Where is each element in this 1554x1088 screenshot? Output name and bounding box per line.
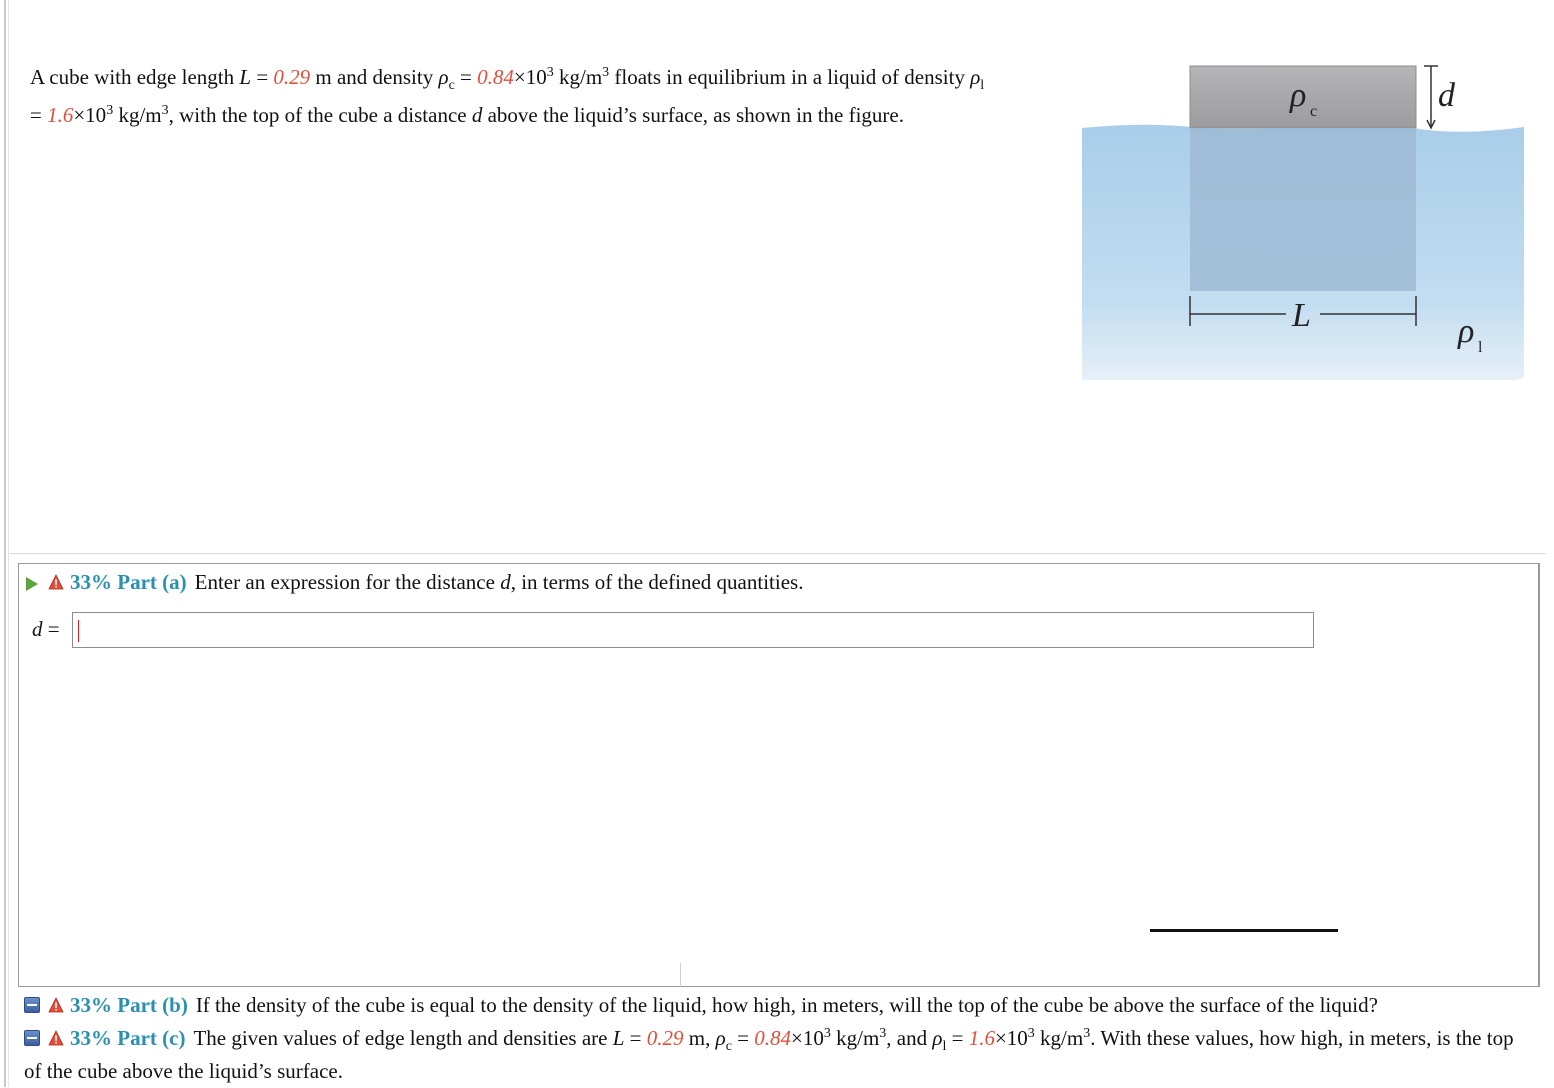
equals: = <box>624 1026 647 1050</box>
exponent: 3 <box>879 1026 887 1041</box>
sub-c: c <box>725 1039 732 1055</box>
answer-equals: = <box>42 617 60 641</box>
problem-text: kg/m <box>553 65 603 89</box>
problem-text: A cube with edge length <box>30 65 240 89</box>
exponent: 3 <box>106 103 114 118</box>
equals: = <box>731 1026 755 1050</box>
part-b-label[interactable]: Part (b) <box>117 993 188 1017</box>
part-c-text: ×10 <box>994 1026 1028 1050</box>
part-c-label[interactable]: Part (c) <box>117 1026 186 1050</box>
part-c-text: kg/m <box>830 1026 880 1050</box>
answer-input[interactable] <box>72 612 1314 648</box>
left-border-inner <box>8 0 9 1087</box>
panel-separator <box>680 963 681 987</box>
answer-label <box>32 617 60 642</box>
exponent: 3 <box>546 65 554 80</box>
exponent: 3 <box>1083 1026 1091 1041</box>
problem-text: above the liquid’s surface, as shown in the figure. <box>482 103 904 127</box>
part-c-percent: 33% <box>70 1026 112 1050</box>
var-rho-c: ρ <box>438 65 449 89</box>
exponent: 3 <box>161 103 169 118</box>
equals: = <box>454 65 478 89</box>
sub-l: l <box>942 1039 947 1055</box>
fraction-bar <box>1150 929 1338 932</box>
part-a-text: Enter an expression for the distance <box>194 570 501 594</box>
part-a-var-d: d <box>500 570 511 594</box>
problem-text: kg/m <box>113 103 162 127</box>
equals: = <box>946 1026 969 1050</box>
cube-figure <box>1082 58 1524 384</box>
var-d: d <box>471 103 483 127</box>
var-rho-c: ρ <box>715 1026 726 1050</box>
problem-statement <box>30 58 1080 134</box>
part-b-percent: 33% <box>70 993 112 1017</box>
collapse-icon[interactable] <box>24 1030 40 1046</box>
problem-text: ×10 <box>73 103 107 127</box>
value-L: 0.29 <box>273 65 311 89</box>
part-c-text: m, <box>683 1026 716 1050</box>
part-c-text: . With these values, how high, in meters, is the top of the cube above the liquid’s surface. <box>24 1026 1514 1083</box>
problem-text: m and density <box>310 65 439 89</box>
part-a-label[interactable]: Part (a) <box>117 570 187 594</box>
figure-rho-c-sub: c <box>1310 103 1318 120</box>
var-L: L <box>239 65 252 89</box>
figure-rho-l-label: ρ <box>1458 313 1475 350</box>
problem-text: , with the top of the cube a distance <box>168 103 472 127</box>
sub-l: l <box>980 78 985 94</box>
figure-rho-l-sub: l <box>1478 339 1483 356</box>
var-rho-l: ρ <box>970 65 981 89</box>
part-a-text: , in terms of the defined quantities. <box>510 570 804 594</box>
section-divider <box>10 553 1546 554</box>
part-a-header <box>26 567 803 597</box>
part-c-text: ×10 <box>791 1026 824 1050</box>
text-caret <box>78 620 79 642</box>
part-c-text: kg/m <box>1034 1026 1084 1050</box>
value-L: 0.29 <box>646 1026 684 1050</box>
expand-triangle-icon[interactable] <box>26 577 38 591</box>
figure-rho-c-label: ρ <box>1290 77 1307 114</box>
problem-text: ×10 <box>513 65 547 89</box>
figure-d-label: d <box>1438 77 1455 114</box>
equals: = <box>30 103 48 127</box>
sub-c: c <box>448 78 455 94</box>
exponent: 3 <box>823 1026 831 1041</box>
cube-submerged <box>1190 128 1416 291</box>
equals: = <box>251 65 274 89</box>
part-c-text: The given values of edge length and densities are <box>193 1026 613 1050</box>
part-a-percent: 33% <box>70 570 112 594</box>
warning-icon <box>48 574 64 590</box>
var-L: L <box>612 1026 625 1050</box>
collapse-icon[interactable] <box>24 997 40 1013</box>
left-border <box>4 0 6 1087</box>
value-rho-c: 0.84 <box>477 65 514 89</box>
exponent: 3 <box>1027 1026 1035 1041</box>
value-rho-c: 0.84 <box>754 1026 792 1050</box>
part-c-row[interactable] <box>24 1022 1524 1088</box>
answer-var-d: d <box>32 617 43 641</box>
value-rho-l: 1.6 <box>968 1026 995 1050</box>
exponent: 3 <box>602 65 610 80</box>
part-c-text: , and <box>886 1026 933 1050</box>
value-rho-l: 1.6 <box>47 103 74 127</box>
part-b-row[interactable] <box>24 989 1524 1022</box>
figure-L-label: L <box>1292 297 1311 334</box>
warning-icon <box>48 997 64 1013</box>
var-rho-l: ρ <box>932 1026 943 1050</box>
warning-icon <box>48 1030 64 1046</box>
part-b-text: If the density of the cube is equal to the density of the liquid, how high, in meters, will the top of the cube be above the surface of the liquid? <box>195 993 1378 1017</box>
problem-text: floats in equilibrium in a liquid of density <box>609 65 971 89</box>
